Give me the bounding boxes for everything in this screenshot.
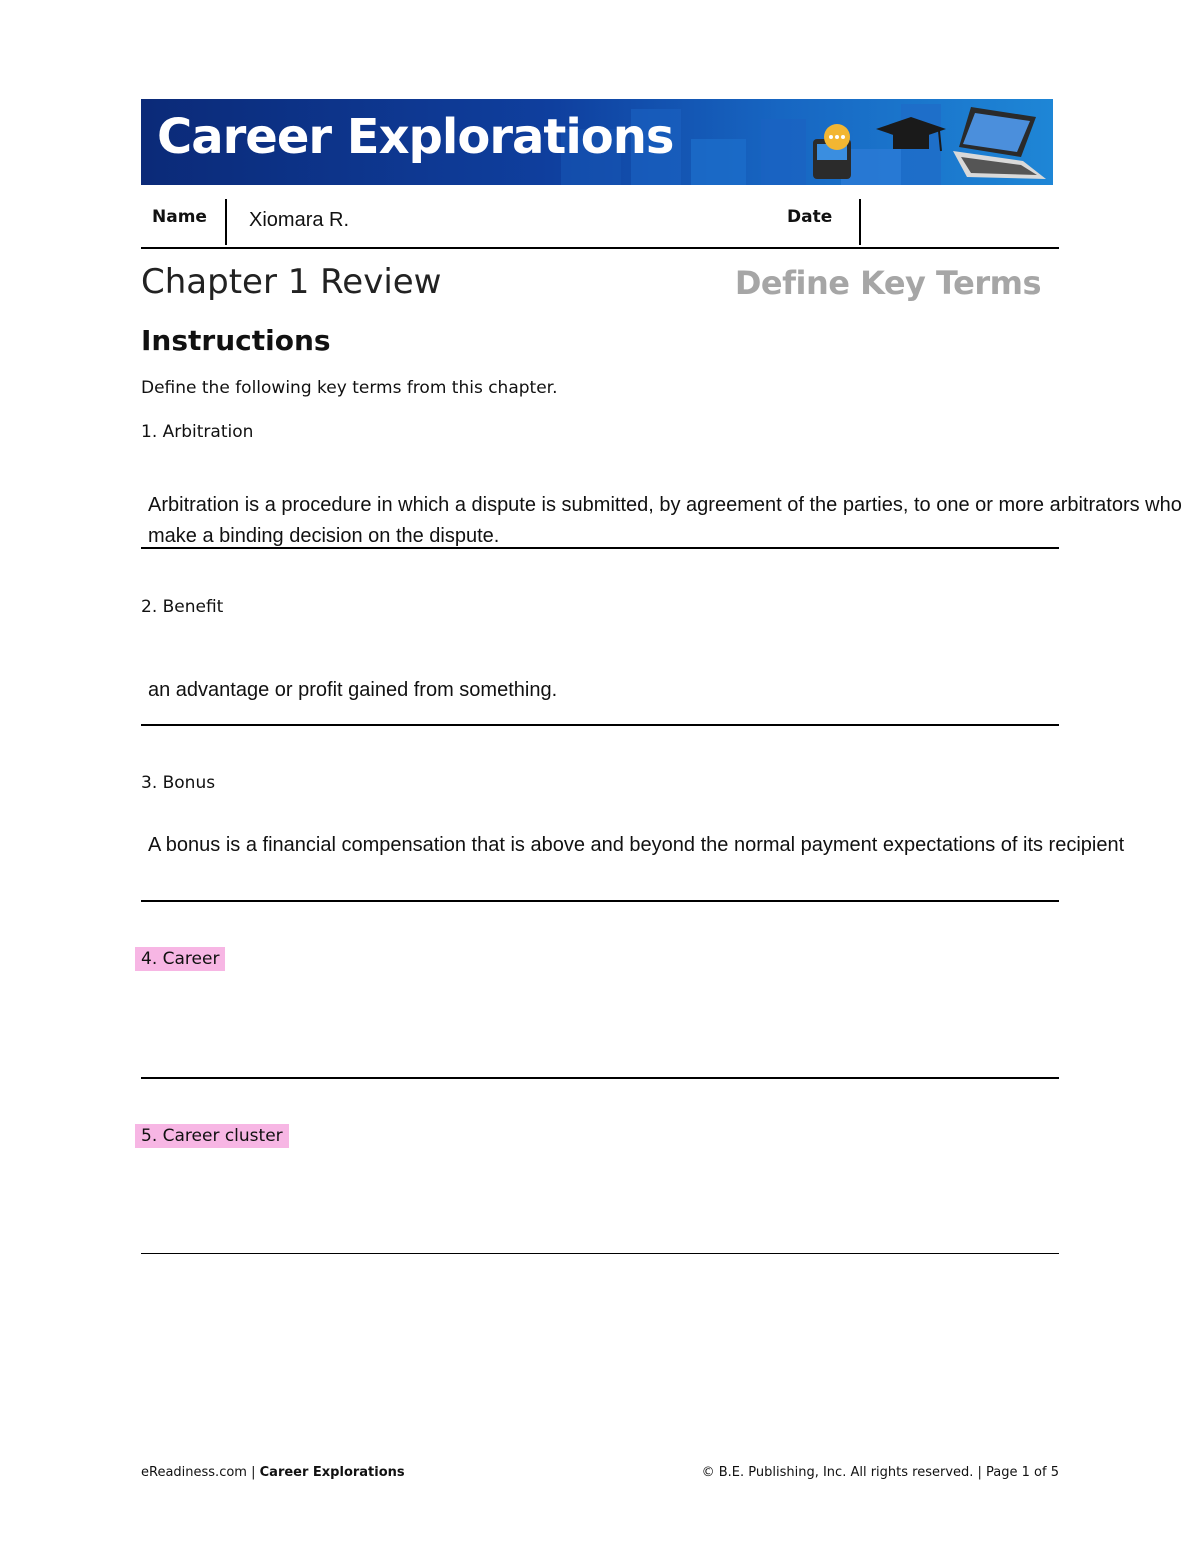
name-date-row [141, 199, 1059, 249]
name-divider [225, 199, 227, 245]
answer-line [141, 1253, 1059, 1254]
name-label: Name [152, 207, 207, 227]
footer-site: eReadiness.com [141, 1465, 247, 1480]
term-label-benefit: 2. Benefit [141, 597, 224, 617]
section-label: Define Key Terms [734, 264, 1041, 302]
answer-line [141, 900, 1059, 902]
laptop-icon [953, 107, 1046, 179]
term-label-bonus: 3. Bonus [141, 773, 216, 793]
term-label-career: 4. Career [135, 947, 225, 971]
date-divider [859, 199, 861, 245]
answer-line [141, 724, 1059, 726]
career-explorations-banner [141, 99, 1053, 185]
name-field[interactable]: Xiomara R. [249, 209, 350, 231]
term-label-arbitration: 1. Arbitration [141, 422, 254, 442]
answer-benefit[interactable]: an advantage or profit gained from something. [148, 679, 558, 701]
answer-arbitration[interactable]: Arbitration is a procedure in which a dispute is submitted, by agreement of the parties, to one or more arbitrators who make a binding decision on the dispute. [148, 494, 1182, 547]
footer-separator: | [246, 1465, 260, 1480]
instructions-text: Define the following key terms from this chapter. [141, 378, 558, 398]
banner-title: Career Explorations [157, 109, 674, 165]
term-label-career-cluster: 5. Career cluster [135, 1124, 289, 1148]
chapter-title: Chapter 1 Review [141, 262, 442, 302]
answer-line [141, 547, 1059, 549]
date-label: Date [787, 207, 833, 227]
answer-bonus[interactable]: A bonus is a financial compensation that is above and beyond the normal payment expectations of its recipient [148, 834, 1125, 856]
instructions-heading: Instructions [141, 324, 331, 357]
footer-left [141, 1465, 405, 1480]
footer-copyright: © B.E. Publishing, Inc. All rights reserved. | Page 1 of 5 [701, 1465, 1059, 1480]
phone-icon [813, 124, 851, 179]
answer-line [141, 1077, 1059, 1079]
footer-course: Career Explorations [259, 1465, 405, 1480]
